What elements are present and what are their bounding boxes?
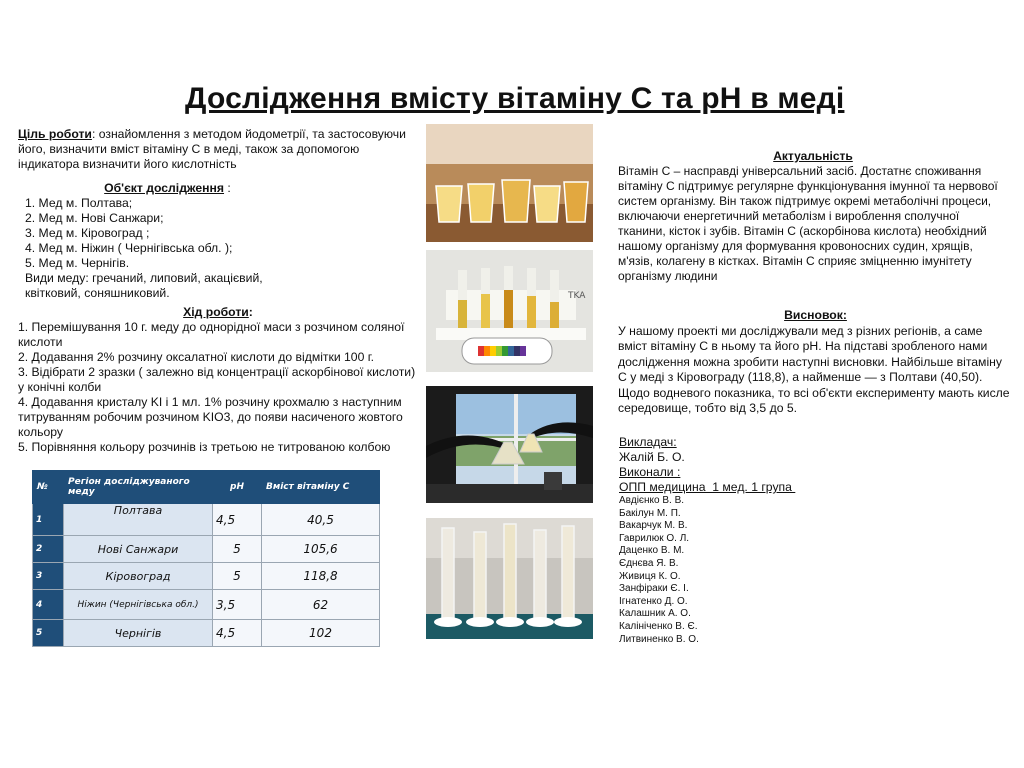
teacher-label: Викладач: — [619, 435, 677, 449]
procedure-heading-suffix: : — [248, 305, 253, 319]
group-label: ОПП медицина 1 мед. 1 група — [619, 480, 796, 494]
goal-text: : ознайомлення з методом йодометрії, та застосовуючи його, визначити вміст вітаміну С в меді, також за допомогою індикатора визначити його кислотність — [18, 127, 406, 171]
list-item: Живиця К. О. — [619, 570, 681, 582]
row-ph: 5 — [213, 563, 262, 590]
procedure-section — [18, 305, 423, 455]
row-ph: 3,5 — [213, 590, 262, 620]
row-vitamin-c: 105,6 — [262, 536, 380, 563]
list-item: Вакарчук М. В. — [619, 520, 688, 532]
row-num: 1 — [33, 504, 64, 536]
photo-honey-cups — [426, 124, 593, 242]
row-vitamin-c: 62 — [262, 590, 380, 620]
row-region: Кіровоград — [64, 563, 213, 590]
table-row — [33, 620, 380, 647]
performed-label: Виконали : — [619, 465, 681, 479]
object-heading-suffix: : — [224, 181, 231, 195]
procedure-step: 4. Додавання кристалу KI і 1 мл. 1% розчину крохмалю з наступним титруванням робочим розчином KIO3, до появи насиченого жовтого кольору — [18, 395, 403, 439]
object-heading-row — [25, 181, 310, 196]
list-item: Калініченко В. Є. — [619, 620, 698, 632]
list-item: 4. Мед м. Ніжин ( Чернігівська обл. ); — [25, 241, 233, 255]
row-region: Ніжин (Чернігівська обл.) — [64, 590, 213, 620]
credits-section — [619, 435, 919, 646]
procedure-step: 1. Перемішування 10 г. меду до однорідної маси з розчином соляної кислоти — [18, 320, 405, 349]
honey-types: Види меду: гречаний, липовий, акацієвий, квітковий, соняшниковий. — [25, 271, 263, 300]
list-item: Єднєва Я. В. — [619, 557, 679, 569]
procedure-step: 3. Відібрати 2 зразки ( залежно від концентрації аскорбінової кислоти) у конічні колби — [18, 365, 416, 394]
conclusion-text: У нашому проекті ми досліджували мед з різних регіонів, а саме вміст вітаміну С в ньому та його рН. На підставі зробленого нами дослідження можна зробити наступні висновки. Найбільше вітаміну С у меді з Кіровограду (118,8), а найменше — з Полтави (40,50). Щодо водневого показника, то всі об'єкти експерименту мають кисле середовище, тобто від 3,5 до 5. — [618, 323, 1010, 415]
row-num: 5 — [33, 620, 64, 647]
procedure-heading: Хід роботи — [183, 305, 249, 319]
list-item: Авдієнко В. В. — [619, 495, 685, 506]
goal-label: Ціль роботи — [18, 127, 92, 141]
relevance-section — [618, 149, 1008, 284]
header-ph: pH — [213, 471, 262, 504]
table-row — [33, 563, 380, 590]
header-vitamin-c: Вміст вітаміну С — [262, 471, 380, 504]
goal-section — [18, 127, 410, 172]
list-item: Даценко В. М. — [619, 545, 685, 557]
list-item: 3. Мед м. Кіровоград ; — [25, 226, 150, 240]
conclusion-heading: Висновок: — [784, 308, 847, 322]
photo-test-tubes-ph — [426, 250, 593, 372]
object-section — [25, 181, 325, 301]
list-item: Бакілун М. П. — [619, 507, 681, 519]
list-item: Ігнатенко Д. О. — [619, 595, 688, 607]
list-item: 5. Мед м. Чернігів. — [25, 256, 130, 270]
procedure-step: 5. Порівняння кольору розчинів із третьою не титрованою колбою — [18, 440, 391, 454]
conclusion-section — [618, 308, 1013, 417]
row-region: Чернігів — [64, 620, 213, 647]
list-item: Занфіраки Є. І. — [619, 583, 689, 595]
table-row — [33, 536, 380, 563]
object-heading: Об'єкт дослідження — [104, 181, 225, 195]
list-item: Калашник А. О. — [619, 608, 691, 620]
photo-titration-window — [426, 386, 593, 503]
page-title: Дослідження вмісту вітаміну С та рН в меді — [185, 82, 845, 115]
photo-graduated-cylinders — [426, 518, 593, 639]
row-ph: 4,5 — [213, 504, 262, 536]
list-item: Литвиненко В. О. — [619, 633, 699, 645]
row-num: 2 — [33, 536, 64, 563]
row-num: 4 — [33, 590, 64, 620]
procedure-step: 2. Додавання 2% розчину оксалатної кислоти до відмітки 100 г. — [18, 350, 375, 364]
header-num: № — [33, 471, 64, 504]
row-ph: 5 — [213, 536, 262, 563]
row-num: 3 — [33, 563, 64, 590]
object-list — [25, 196, 325, 271]
list-item: 1. Мед м. Полтава; — [25, 196, 133, 210]
list-item: Гаврилюк О. Л. — [619, 532, 690, 544]
table-row — [33, 590, 380, 620]
results-table — [32, 470, 380, 647]
relevance-text: Вітамін С – насправді універсальний засіб. Достатнє споживання вітаміну С підтримує регулярне функціонування імунної та нервової систем організму. Він також підтримує окремі метаболічні процеси, включаючи енергетичний метаболізм і вироблення сполучної тканини, кісток і зубів. Вітамін С (аскорбінова кислота) необхідний нашому організму для формування кровоносних судин, хрящів, м'язів, колагену в кістках. Вітамін С сприяє зміцненню імунітету організму людини — [618, 164, 998, 283]
relevance-heading: Актуальність — [773, 149, 853, 163]
row-vitamin-c: 102 — [262, 620, 380, 647]
table-header-row — [33, 471, 380, 504]
row-vitamin-c: 118,8 — [262, 563, 380, 590]
photo-label: TKA — [568, 291, 586, 301]
teacher-name: Жалій Б. О. — [619, 450, 685, 464]
header-region: Регіон досліджуваного меду — [64, 471, 213, 504]
list-item: 2. Мед м. Нові Санжари; — [25, 211, 164, 225]
row-vitamin-c: 40,5 — [262, 504, 380, 536]
row-region: Полтава — [64, 504, 213, 536]
procedure-heading-row — [18, 305, 418, 320]
row-region: Нові Санжари — [64, 536, 213, 563]
row-ph: 4,5 — [213, 620, 262, 647]
students-list — [619, 495, 919, 646]
table-row — [33, 504, 380, 536]
